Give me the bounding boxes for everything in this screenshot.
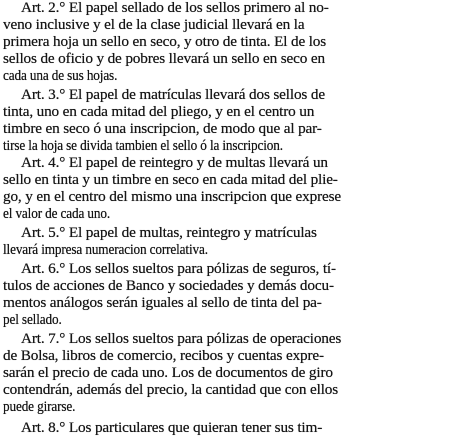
- text-line: [0, 312, 460, 329]
- line-text: tirse la hoja se divida tambien el sello ó la inscripcion.: [3, 138, 283, 154]
- text-line: [0, 68, 460, 85]
- line-text: Art. 6.° Los sellos sueltos para pólizas de seguros, tí-: [21, 261, 336, 277]
- text-line: [0, 331, 460, 348]
- text-line: [0, 348, 460, 365]
- line-text: Art. 3.° El papel de matrículas llevará dos sellos de: [21, 87, 325, 103]
- line-text: de Bolsa, libros de comercio, recibos y cuentas expre-: [3, 348, 324, 364]
- text-line: [0, 87, 460, 104]
- text-line: [0, 172, 460, 189]
- text-line: [0, 155, 460, 172]
- text-line: [0, 104, 460, 121]
- text-line: [0, 51, 460, 68]
- text-line: [0, 225, 460, 242]
- text-line: [0, 365, 460, 382]
- line-text: sellos de oficio y de pobres llevará un sello en seco en: [3, 51, 325, 67]
- line-text: veno inclusive y el de la clase judicial llevará en la: [3, 17, 305, 33]
- text-line: [0, 399, 460, 416]
- line-text: puede girarse.: [3, 399, 76, 415]
- line-text: tinta, uno en cada mitad del pliego, y en el centro un: [3, 104, 315, 120]
- line-text: llevará impresa numeracion correlativa.: [3, 242, 208, 258]
- text-line: [0, 0, 460, 17]
- line-text: tulos de acciones de Banco y sociedades y demás docu-: [3, 278, 334, 294]
- line-text: primera hoja un sello en seco, y otro de tinta. El de los: [3, 34, 327, 50]
- text-line: [0, 242, 460, 259]
- text-line: [0, 189, 460, 206]
- text-line: [0, 121, 460, 138]
- text-line: [0, 261, 460, 278]
- text-line: [0, 138, 460, 155]
- line-text: go, y en el centro del mismo una inscripcion que exprese: [3, 189, 342, 205]
- line-text: sarán el precio de cada uno. Los de documentos de giro: [3, 365, 333, 381]
- text-line: [0, 206, 460, 223]
- line-text: el valor de cada uno.: [3, 206, 111, 222]
- text-line: [0, 295, 460, 312]
- text-line: [0, 34, 460, 51]
- text-line: [0, 382, 460, 399]
- line-text: Art. 5.° El papel de multas, reintegro y matrículas: [21, 225, 317, 241]
- line-text: contendrán, además del precio, la cantidad que con ellos: [3, 382, 339, 398]
- line-text: Art. 8.° Los particulares que quieran tener sus tim-: [21, 420, 323, 436]
- text-line: [0, 420, 460, 437]
- line-text: Art. 4.° El papel de reintegro y de multas llevará un: [21, 155, 328, 171]
- line-text: mentos análogos serán iguales al sello de tinta del pa-: [3, 295, 322, 311]
- line-text: timbre en seco ó una inscripcion, de modo que al par-: [3, 121, 322, 137]
- line-text: cada una de sus hojas.: [3, 68, 118, 84]
- line-text: sello en tinta y un timbre en seco en cada mitad del plie-: [3, 172, 338, 188]
- text-line: [0, 17, 460, 34]
- line-text: pel sellado.: [3, 312, 62, 328]
- line-text: Art. 7.° Los sellos sueltos para pólizas de operaciones: [21, 331, 342, 347]
- text-line: [0, 278, 460, 295]
- line-text: Art. 2.° El papel sellado de los sellos primero al no-: [21, 0, 329, 16]
